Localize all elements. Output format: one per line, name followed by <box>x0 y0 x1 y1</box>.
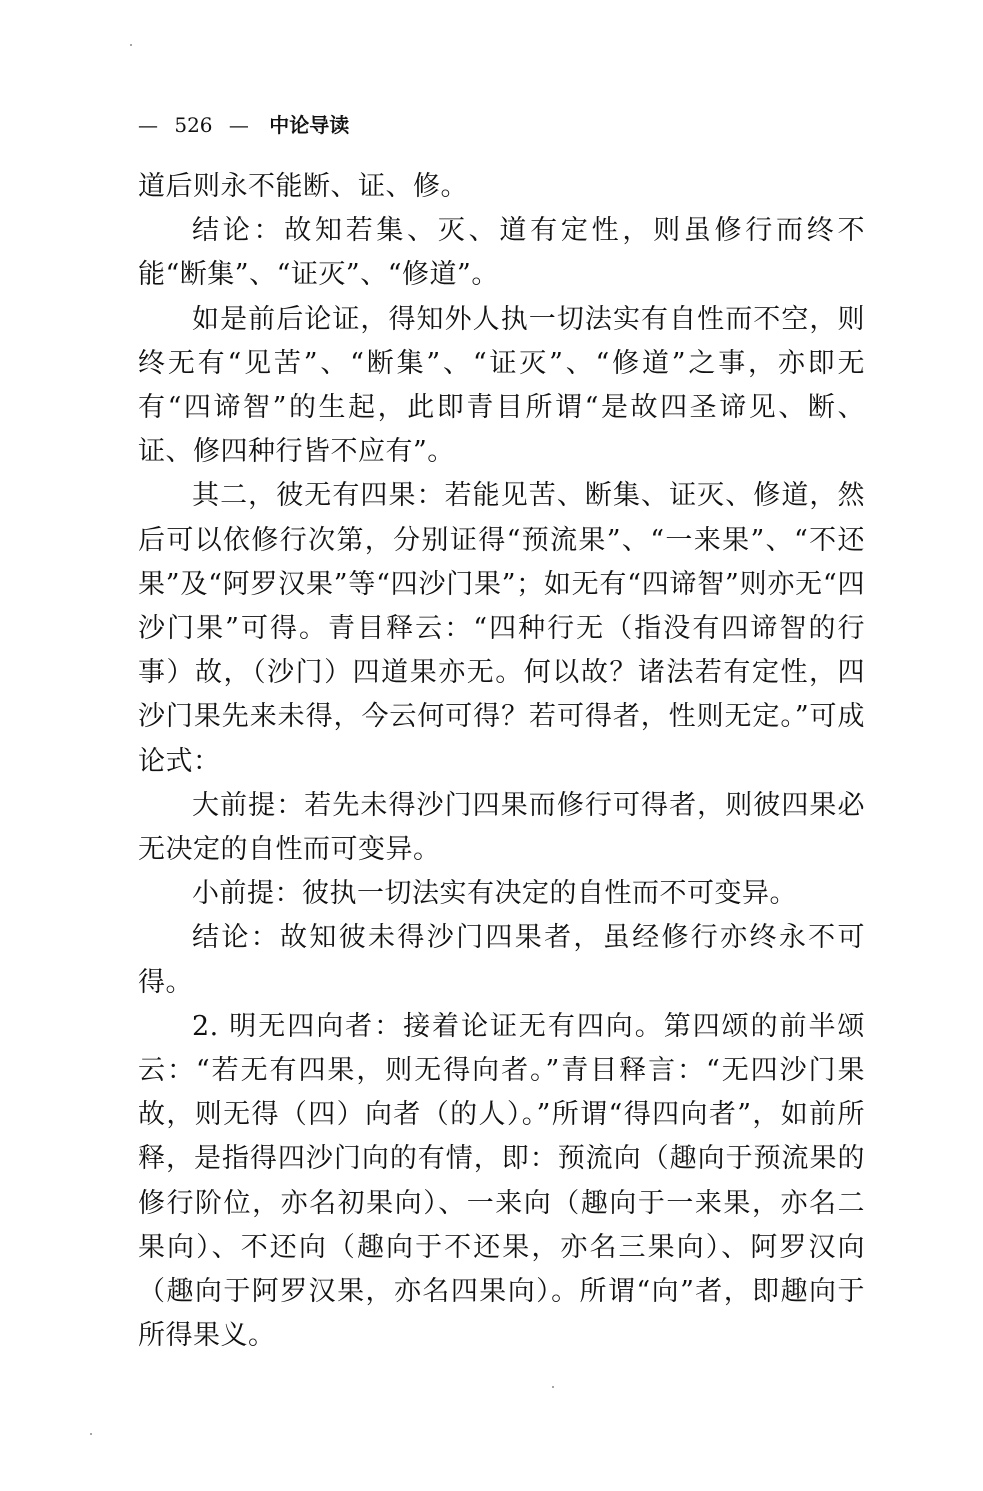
scan-speck <box>130 44 132 46</box>
scan-speck <box>552 1386 554 1388</box>
paragraph: 如是前后论证，得知外人执一切法实有自性而不空，则终无有“见苦”、“断集”、“证灭”、“修道”之事，亦即无有“四谛智”的生起，此即青目所谓“是故四圣谛见、断、证、修四种行皆不应有”。 <box>138 303 865 468</box>
paragraph: 结论：故知若集、灭、道有定性，则虽修行而终不能“断集”、“证灭”、“修道”。 <box>138 215 865 291</box>
paragraph: 大前提：若先未得沙门四果而修行可得者，则彼四果必无决定的自性而可变异。 <box>138 789 865 866</box>
paragraph: 2. 明无四向者：接着论证无有四向。第四颂的前半颂云：“若无有四果，则无得向者。”青目释言：“无四沙门果故，则无得（四）向者（的人）。”所谓“得四向者”，如前所释，是指得四沙门向的有情，即：预流向（趣向于预流果的修行阶位，亦名初果向）、一来向（趣向于一来果，亦名二果向）、不还向（趣向于不还果，亦名三果向）、阿罗汉向（趣向于阿罗汉果，亦名四果向）。所谓“向”者，即趣向于所得果义。 <box>138 1010 865 1352</box>
header-dash-right: — <box>228 113 249 137</box>
page-number: 526 <box>174 113 213 137</box>
header-dash-left: — <box>138 113 158 137</box>
paragraph: 小前提：彼执一切法实有决定的自性而不可变异。 <box>192 878 797 910</box>
paragraph: 其二，彼无有四果：若能见苦、断集、证灭、修道，然后可以依修行次第，分别证得“预流果”、“一来果”、“不还果”及“阿罗汉果”等“四沙门果”；如无有“四谛智”则亦无“四沙门果”可得。青目释云：“四种行无（指没有四谛智的行事）故，（沙门）四道果亦无。何以故？诸法若有定性，四沙门果先来未得，今云何可得？若可得者，性则无定。”可成论式： <box>138 480 865 777</box>
body-text <box>138 165 865 1358</box>
running-header <box>138 108 698 142</box>
book-title: 中论导读 <box>269 113 350 137</box>
paragraph: 结论：故知彼未得沙门四果者，虽经修行亦终永不可得。 <box>138 922 865 998</box>
scan-speck <box>90 1433 92 1435</box>
paragraph: 道后则永不能断、证、修。 <box>138 171 468 202</box>
